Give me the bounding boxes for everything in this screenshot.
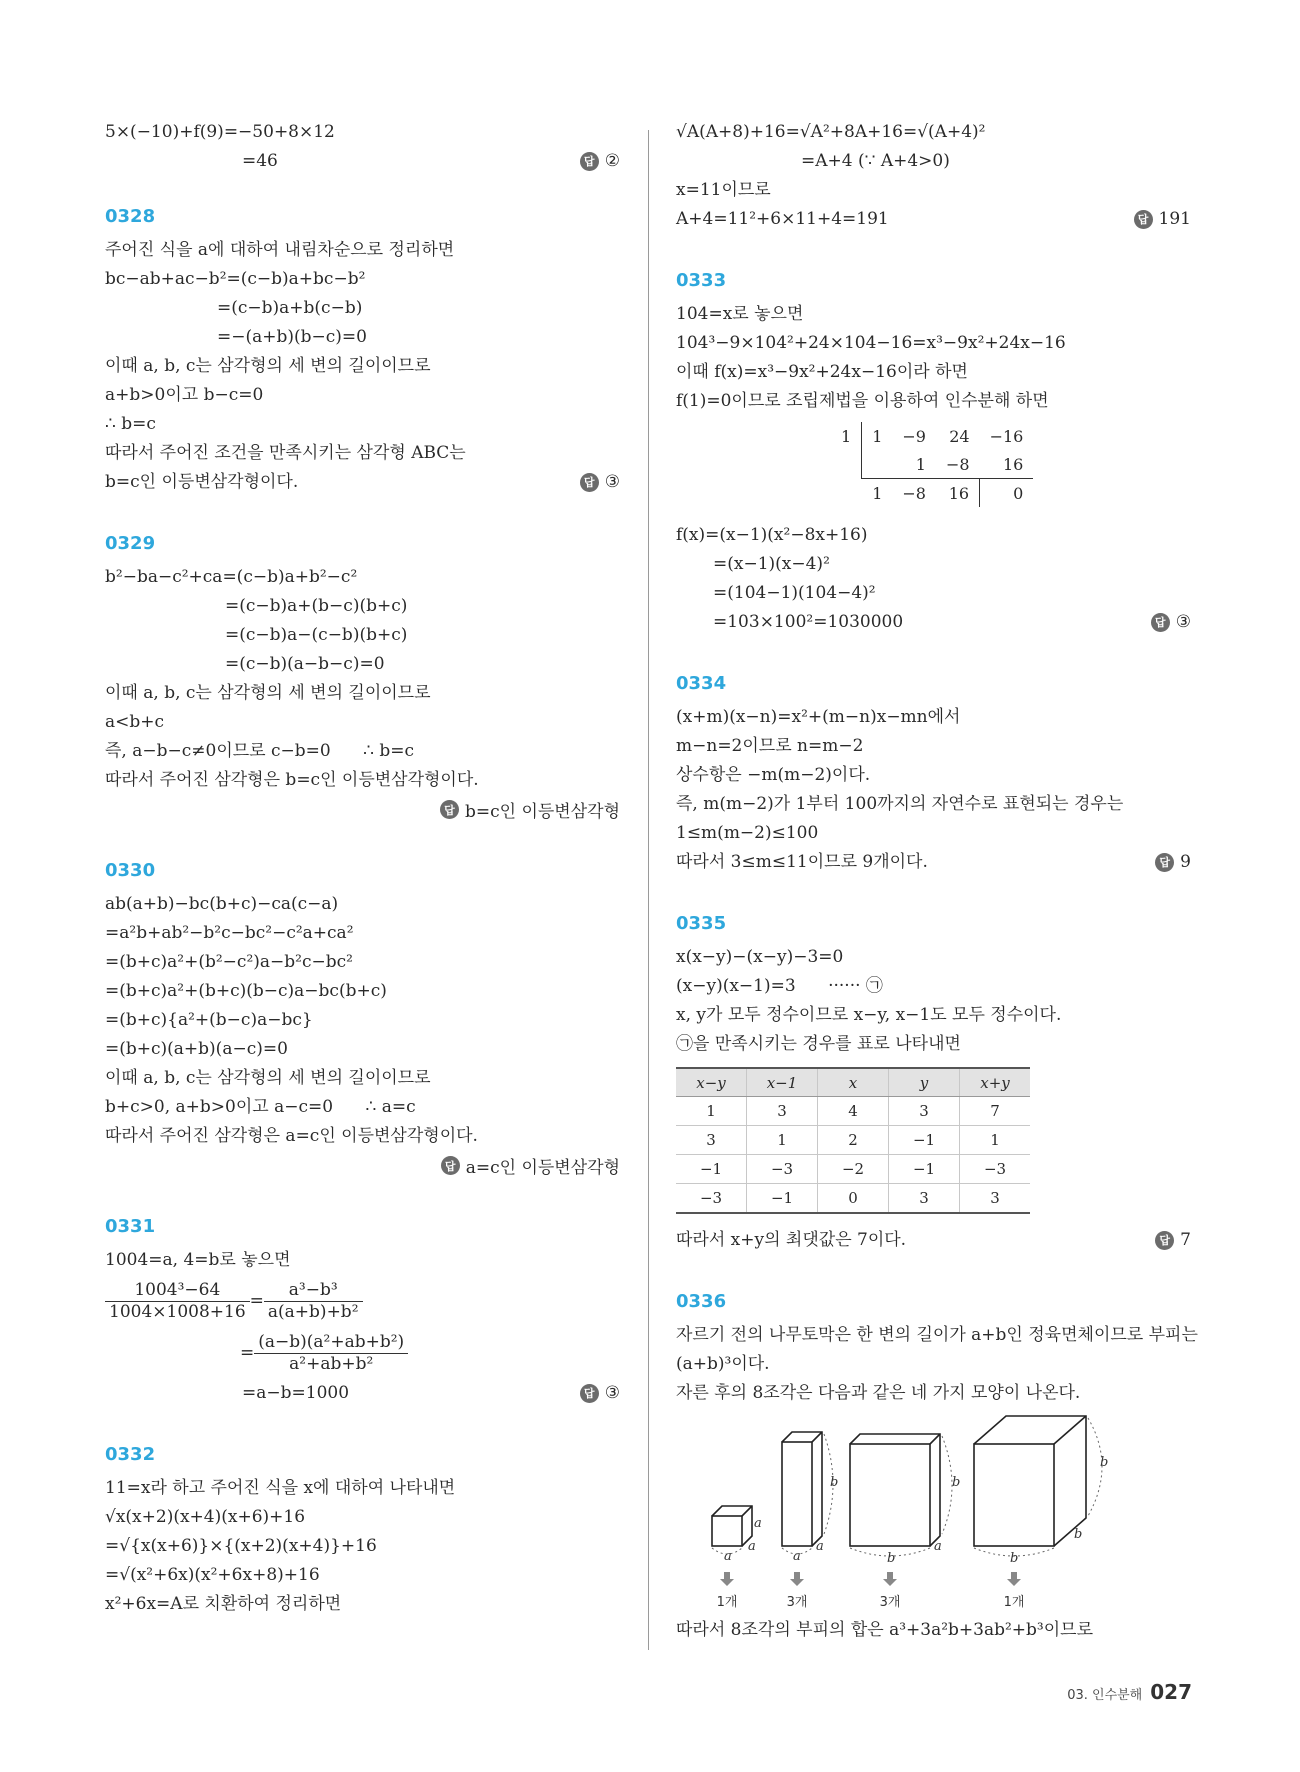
- synth-cell: 16: [936, 479, 980, 508]
- text-line: [676, 848, 1191, 877]
- label-b: b: [1074, 1527, 1083, 1542]
- problem-number: 0334: [676, 673, 727, 694]
- text-line: 11=x라 하고 주어진 식을 x에 대하여 나타내면: [105, 1478, 456, 1498]
- label-a: a: [816, 1539, 824, 1554]
- piece-count: 1개: [1003, 1595, 1025, 1610]
- table-cell: −1: [889, 1126, 960, 1155]
- text-line: x²+6x=A로 치환하여 정리하면: [105, 1594, 342, 1614]
- synth-root: 1: [831, 422, 862, 450]
- down-arrow-icon: [1007, 1572, 1021, 1586]
- table-cell: −3: [960, 1155, 1031, 1184]
- math-line: =a²b+ab²−b²c−bc²−c²a+ca²: [105, 923, 354, 943]
- answer-mark: [105, 1151, 620, 1180]
- table-cell: 3: [747, 1097, 818, 1126]
- table-cell: −1: [889, 1155, 960, 1184]
- math-line: 104³−9×104²+24×104−16=x³−9x²+24x−16: [676, 333, 1066, 353]
- synth-remainder: 0: [980, 479, 1034, 508]
- answer-icon: 답: [441, 1156, 460, 1175]
- synth-cell: 1: [872, 426, 883, 446]
- math-line: =(c−b)a+(b−c)(b+c): [225, 596, 408, 616]
- math-line: b²−ba−c²+ca=(c−b)a+b²−c²: [105, 567, 358, 587]
- answer-value: ③: [1175, 612, 1191, 632]
- text-line: [676, 1226, 1191, 1255]
- table-cell: 2: [818, 1126, 889, 1155]
- text-line: [676, 608, 1191, 637]
- down-arrow-icon: [720, 1572, 734, 1586]
- table-header: x−1: [747, 1068, 818, 1097]
- fraction: [105, 1280, 250, 1323]
- synth-cell: 24: [949, 426, 970, 446]
- problem-number: 0329: [105, 533, 156, 554]
- table-cell: 3: [676, 1126, 747, 1155]
- math-line: =a−b=1000: [242, 1383, 350, 1403]
- table-row: [676, 1155, 1030, 1184]
- math-line: 이때 f(x)=x³−9x²+24x−16이라 하면: [676, 362, 968, 382]
- answer-icon: 답: [1155, 1231, 1174, 1250]
- equals-sign: =: [249, 1291, 264, 1311]
- math-line: 즉, a−b−c≠0이므로 c−b=0 ∴ b=c: [105, 741, 414, 761]
- down-arrows: [720, 1572, 1021, 1586]
- answer-icon: 답: [580, 152, 599, 171]
- table-header: x+y: [960, 1068, 1031, 1097]
- text-span: b=c인 이등변삼각형이다.: [105, 472, 299, 492]
- table-cell: 3: [889, 1184, 960, 1214]
- label-b: b: [952, 1475, 961, 1490]
- answer-mark: [580, 468, 620, 497]
- problem-number: 0336: [676, 1291, 727, 1312]
- table-cell: 1: [960, 1126, 1031, 1155]
- text-line: 따라서 주어진 삼각형은 b=c인 이등변삼각형이다.: [105, 770, 479, 790]
- page-footer: [1067, 1680, 1192, 1704]
- label-a: a: [934, 1539, 942, 1554]
- answer-icon: 답: [1134, 210, 1153, 229]
- synth-cell: −8: [945, 454, 970, 474]
- synth-cell: −16: [989, 426, 1024, 446]
- table-cell: 3: [889, 1097, 960, 1126]
- math-line: =46: [242, 151, 278, 171]
- synth-cell: [862, 450, 893, 479]
- math-line: =(104−1)(104−4)²: [713, 583, 876, 603]
- piece-count: 1개: [716, 1595, 738, 1610]
- answer-icon: 답: [580, 473, 599, 492]
- math-line: =−(a+b)(b−c)=0: [217, 327, 367, 347]
- math-line: =(x−1)(x−4)²: [713, 554, 830, 574]
- math-line: ab(a+b)−bc(b+c)−ca(c−a): [105, 894, 339, 914]
- table-row: [676, 1097, 1030, 1126]
- answer-mark: [1155, 848, 1191, 877]
- answer-mark: [1134, 205, 1191, 234]
- table-cell: −2: [818, 1155, 889, 1184]
- text-line: [105, 468, 620, 497]
- math-line: 5×(−10)+f(9)=−50+8×12: [105, 122, 335, 142]
- label-b: b: [1010, 1551, 1019, 1566]
- answer-mark: [1151, 608, 1191, 637]
- table-cell: −1: [747, 1184, 818, 1214]
- fraction: [264, 1280, 363, 1323]
- label-a: a: [724, 1549, 732, 1564]
- synth-cell: −9: [902, 426, 926, 446]
- text-line: 이때 a, b, c는 삼각형의 세 변의 길이이므로: [105, 356, 431, 376]
- synthetic-division: [831, 422, 1033, 507]
- table-header: y: [889, 1068, 960, 1097]
- dimension-arcs: [712, 1418, 1102, 1556]
- text-line: 1004=a, 4=b로 놓으면: [105, 1250, 291, 1270]
- tall-prism: [782, 1432, 822, 1546]
- math-line: m−n=2이므로 n=m−2: [676, 736, 864, 756]
- answer-value: 7: [1180, 1230, 1191, 1250]
- right-column: [676, 118, 1198, 1645]
- fraction: [254, 1332, 408, 1375]
- text-line: 이때 a, b, c는 삼각형의 세 변의 길이이므로: [105, 1068, 431, 1088]
- label-a: a: [748, 1539, 756, 1554]
- text-span: 따라서 3≤m≤11이므로 9개이다.: [676, 852, 928, 872]
- problem-number: 0333: [676, 270, 727, 291]
- math-line: (x−y)(x−1)=3 ······ ㉠: [676, 976, 883, 996]
- column-divider: [648, 130, 649, 1650]
- math-line: =(c−b)(a−b−c)=0: [225, 654, 385, 674]
- table-cell: 7: [960, 1097, 1031, 1126]
- equals-sign: =: [240, 1343, 255, 1363]
- table-cell: 3: [960, 1184, 1031, 1214]
- text-line: [105, 118, 620, 147]
- text-line: ㉠을 만족시키는 경우를 표로 나타내면: [676, 1034, 961, 1054]
- math-line: =(b+c)(a+b)(a−c)=0: [105, 1039, 288, 1059]
- table-cell: −1: [676, 1155, 747, 1184]
- cube-pieces-figure: [676, 1414, 1191, 1614]
- math-line: a+b>0이고 b−c=0: [105, 385, 264, 405]
- math-line: =√(x²+6x)(x²+6x+8)+16: [105, 1565, 320, 1585]
- table-cell: 0: [818, 1184, 889, 1214]
- math-line: x(x−y)−(x−y)−3=0: [676, 947, 844, 967]
- label-a: a: [754, 1516, 762, 1531]
- math-line: f(x)=(x−1)(x²−8x+16): [676, 525, 868, 545]
- text-line: [105, 1379, 620, 1408]
- label-b: b: [830, 1475, 839, 1490]
- label-b: b: [887, 1551, 896, 1566]
- table-header: x: [818, 1068, 889, 1097]
- text-line: 따라서 8조각의 부피의 합은 a³+3a²b+3ab²+b³이므로: [676, 1620, 1094, 1640]
- cases-table: [676, 1067, 1030, 1214]
- synth-cell: 16: [1002, 454, 1024, 474]
- math-line: =(c−b)a−(c−b)(b+c): [225, 625, 408, 645]
- denominator: a(a+b)+b²: [267, 1301, 359, 1322]
- label-a: a: [793, 1549, 801, 1564]
- answer-mark: [580, 147, 620, 176]
- answer-mark: [1155, 1226, 1191, 1255]
- math-line: bc−ab+ac−b²=(c−b)a+bc−b²: [105, 269, 366, 289]
- page-number: 027: [1150, 1680, 1192, 1704]
- math-line: =(c−b)a+b(c−b): [217, 298, 363, 318]
- math-line: =√{x(x+6)}×{(x+2)(x+4)}+16: [105, 1536, 377, 1556]
- fraction-line: [105, 1327, 620, 1379]
- math-line: =(b+c)a²+(b²−c²)a−b²c−bc²: [105, 952, 353, 972]
- text-line: 자르기 전의 나무토막은 한 변의 길이가 a+b인 정육면체이므로 부피는: [676, 1325, 1198, 1345]
- math-line: b+c>0, a+b>0이고 a−c=0 ∴ a=c: [105, 1097, 416, 1117]
- math-line: a<b+c: [105, 712, 165, 732]
- text-line: 따라서 주어진 조건을 만족시키는 삼각형 ABC는: [105, 443, 466, 463]
- denominator: a²+ab+b²: [289, 1353, 374, 1374]
- answer-mark: [105, 795, 620, 824]
- answer-value: ②: [604, 151, 620, 171]
- table-cell: 1: [747, 1126, 818, 1155]
- synth-cell: 1: [862, 479, 893, 508]
- table-row: [676, 1126, 1030, 1155]
- math-line: =103×100²=1030000: [713, 612, 904, 632]
- answer-icon: 답: [1151, 613, 1170, 632]
- problem-number: 0335: [676, 913, 727, 934]
- text-line: [676, 205, 1191, 234]
- answer-icon: 답: [440, 800, 459, 819]
- flat-prism: [850, 1434, 940, 1546]
- answer-value: a=c인 이등변삼각형: [465, 1158, 620, 1178]
- denominator: 1004×1008+16: [109, 1301, 246, 1322]
- text-line: x=11이므로: [676, 180, 771, 200]
- down-arrow-icon: [883, 1572, 897, 1586]
- table-cell: 4: [818, 1097, 889, 1126]
- problem-number: 0331: [105, 1216, 156, 1237]
- left-column: [105, 118, 620, 1619]
- problem-number: 0330: [105, 860, 156, 881]
- large-cube: [974, 1416, 1086, 1546]
- table-row: [676, 1184, 1030, 1214]
- numerator: 1004³−64: [105, 1280, 250, 1302]
- answer-value: 191: [1158, 209, 1191, 229]
- problem-number: 0328: [105, 206, 156, 227]
- piece-count: 3개: [879, 1595, 901, 1610]
- text-span: 따라서 x+y의 최댓값은 7이다.: [676, 1230, 907, 1250]
- answer-icon: 답: [1155, 853, 1174, 872]
- math-line: √x(x+2)(x+4)(x+6)+16: [105, 1507, 306, 1527]
- answer-mark: [580, 1379, 620, 1408]
- text-line: x, y가 모두 정수이므로 x−y, x−1도 모두 정수이다.: [676, 1005, 1062, 1025]
- math-line: ∴ b=c: [105, 414, 156, 434]
- math-line: =(b+c){a²+(b−c)a−bc}: [105, 1010, 313, 1030]
- table-cell: 1: [676, 1097, 747, 1126]
- answer-value: b=c인 이등변삼각형: [464, 802, 620, 822]
- synth-root-blank: [831, 450, 862, 479]
- text-line: 따라서 주어진 삼각형은 a=c인 이등변삼각형이다.: [105, 1126, 478, 1146]
- text-line: 자른 후의 8조각은 다음과 같은 네 가지 모양이 나온다.: [676, 1383, 1081, 1403]
- down-arrow-icon: [790, 1572, 804, 1586]
- synth-cell: −8: [892, 479, 936, 508]
- table-header: x−y: [676, 1068, 747, 1097]
- label-b: b: [1100, 1455, 1109, 1470]
- numerator: a³−b³: [264, 1280, 363, 1302]
- text-line: 상수항은 −m(m−2)이다.: [676, 765, 871, 785]
- synth-blank: [831, 479, 862, 508]
- math-line: =A+4 (∵ A+4>0): [801, 151, 950, 171]
- text-line: 주어진 식을 a에 대하여 내림차순으로 정리하면: [105, 240, 455, 260]
- math-line: =(b+c)a²+(b+c)(b−c)a−bc(b+c): [105, 981, 387, 1001]
- text-line: 즉, m(m−2)가 1부터 100까지의 자연수로 표현되는 경우는: [676, 794, 1124, 814]
- piece-count: 3개: [786, 1595, 808, 1610]
- answer-value: 9: [1180, 852, 1191, 872]
- synth-cell: 1: [915, 454, 926, 474]
- table-cell: −3: [747, 1155, 818, 1184]
- answer-value: ③: [604, 472, 620, 492]
- math-line: (a+b)³이다.: [676, 1354, 770, 1374]
- problem-number: 0332: [105, 1444, 156, 1465]
- small-cube: [712, 1506, 752, 1546]
- answer-icon: 답: [580, 1384, 599, 1403]
- math-line: (x+m)(x−n)=x²+(m−n)x−mn에서: [676, 707, 961, 727]
- fraction-line: [105, 1275, 620, 1327]
- math-line: √A(A+8)+16=√A²+8A+16=√(A+4)²: [676, 122, 986, 142]
- table-cell: −3: [676, 1184, 747, 1214]
- answer-value: ③: [604, 1383, 620, 1403]
- text-line: [105, 147, 620, 176]
- math-line: A+4=11²+6×11+4=191: [676, 209, 889, 229]
- text-line: 이때 a, b, c는 삼각형의 세 변의 길이이므로: [105, 683, 431, 703]
- numerator: (a−b)(a²+ab+b²): [254, 1332, 408, 1354]
- text-line: 104=x로 놓으면: [676, 304, 804, 324]
- text-line: f(1)=0이므로 조립제법을 이용하여 인수분해 하면: [676, 391, 1049, 411]
- chapter-label: 03. 인수분해: [1067, 1688, 1143, 1703]
- math-line: 1≤m(m−2)≤100: [676, 823, 819, 843]
